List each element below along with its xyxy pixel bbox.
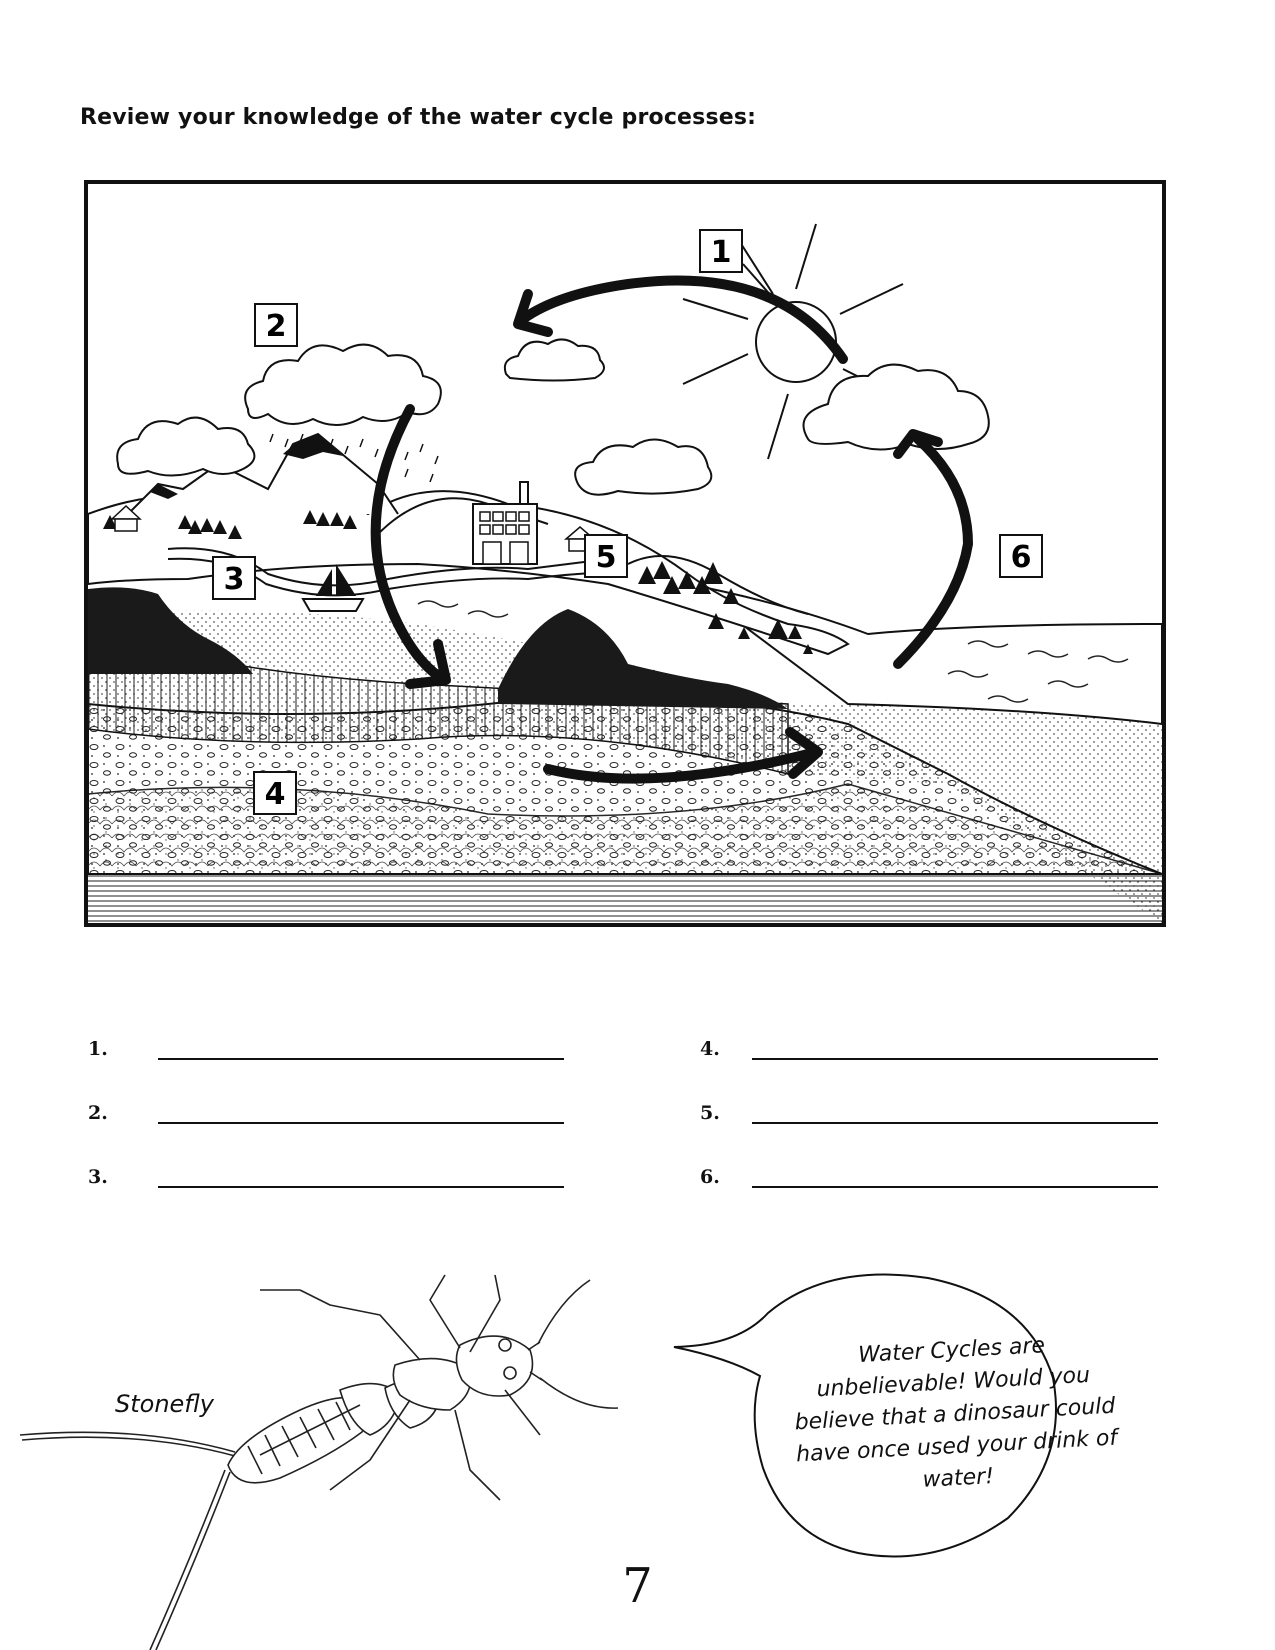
answer-line-4[interactable]	[752, 1034, 1158, 1060]
svg-text:6: 6	[1010, 540, 1032, 575]
answer-line-6[interactable]	[752, 1162, 1158, 1188]
answer-row-1	[88, 1034, 564, 1060]
sailboat-icon	[303, 564, 363, 611]
svg-text:1: 1	[710, 235, 732, 270]
answer-row-2	[88, 1098, 564, 1124]
svg-text:3: 3	[223, 562, 245, 597]
answer-number: 6.	[700, 1166, 720, 1188]
answer-row-4	[700, 1034, 1158, 1060]
page-number: 7	[622, 1558, 653, 1614]
answer-line-1[interactable]	[158, 1034, 564, 1060]
answer-row-3	[88, 1162, 564, 1188]
water-cycle-diagram	[84, 180, 1166, 927]
cloud-icon	[117, 339, 989, 494]
page-heading: Review your knowledge of the water cycle processes:	[80, 105, 757, 130]
answer-row-6	[700, 1162, 1158, 1188]
svg-text:5: 5	[595, 540, 617, 575]
answer-number: 5.	[700, 1102, 720, 1124]
svg-text:4: 4	[264, 777, 286, 812]
diagram-label-1	[700, 230, 742, 272]
answer-number: 3.	[88, 1166, 108, 1188]
answer-number: 1.	[88, 1038, 108, 1060]
answer-line-3[interactable]	[158, 1162, 564, 1188]
diagram-label-4	[254, 772, 296, 814]
answer-number: 2.	[88, 1102, 108, 1124]
answer-line-2[interactable]	[158, 1098, 564, 1124]
answer-number: 4.	[700, 1038, 720, 1060]
speech-bubble-text: Water Cycles are unbelievable! Would you believe that a dinosaur could have once used your drink of water!	[794, 1333, 1118, 1493]
answer-row-5	[700, 1098, 1158, 1124]
diagram-label-6	[1000, 535, 1042, 577]
stonefly-label: Stonefly	[115, 1390, 215, 1418]
factory-icon	[473, 482, 537, 564]
answer-line-5[interactable]	[752, 1098, 1158, 1124]
diagram-label-2	[255, 304, 297, 346]
diagram-label-5	[585, 535, 627, 577]
diagram-label-3	[213, 557, 255, 599]
svg-text:2: 2	[265, 309, 287, 344]
